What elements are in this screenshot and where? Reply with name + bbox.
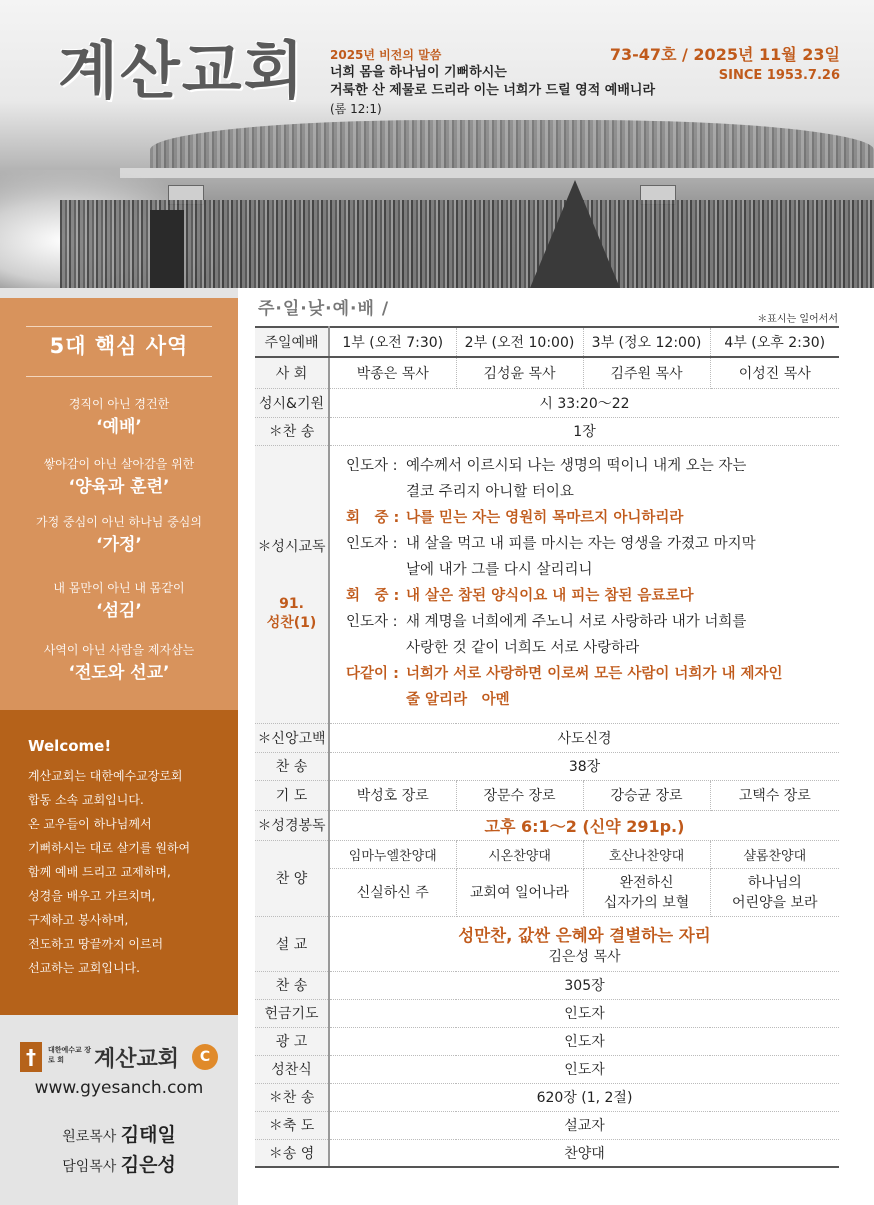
row-label: ＊송 영 [255,1139,329,1167]
row-value: 찬양대 [329,1139,839,1167]
anthem-row [255,868,839,916]
responsive-line: 인도자 : 예수께서 이르시되 나는 생명의 떡이니 내게 오는 자는 [346,458,747,474]
ministry-desc: 경직이 아닌 경건한 [68,397,170,411]
row-label: 주일예배 [255,327,329,357]
logo-denomination: 대한예수교 장 로 회 [48,1046,92,1064]
verse-line-2: 거룩한 산 제물로 드리라 이는 너희가 드릴 영적 예배니라 [330,83,656,98]
responsive-label: ＊성시교독 [257,539,326,555]
sermon-row [255,916,839,971]
issue-date: 73-47호 / 2025년 11월 23일 [609,45,840,64]
vision-title: 2025년 비전의 말씀 [330,48,442,62]
prayer-leader: 장문수 장로 [456,780,583,810]
worship-order-table [255,326,839,1168]
balcony-rail [120,168,874,178]
pastor-title: 원로목사 [62,1129,117,1145]
senior-pastor [0,1150,238,1177]
row-value: 설교자 [329,1111,839,1139]
anthem-title: 하나님의 어린양을 보라 [710,868,839,916]
divider [26,376,212,377]
standing-note: ＊표시는 일어서서 [757,314,838,325]
welcome-title: Welcome! [28,737,112,755]
service-time: 3부 (정오 12:00) [583,327,710,357]
presider: 김주원 목사 [583,357,710,388]
table-row [255,1027,839,1055]
website-link[interactable]: www.gyesanch.com [34,1078,204,1098]
presider: 이성진 목사 [710,357,839,388]
service-time: 1부 (오전 7:30) [329,327,456,357]
choir-names-row [255,840,839,868]
welcome-line: 기뻐하시는 대로 살기를 원하여 [28,841,191,855]
row-label: 광 고 [255,1027,329,1055]
prayer-leader: 고택수 장로 [710,780,839,810]
responsive-text [329,445,839,723]
ministry-title: 5대 핵심 사역 [49,334,189,358]
responsive-line: 다같이 : 너희가 서로 사랑하면 이로써 모든 사람이 너희가 내 제자인 [346,666,783,682]
responsive-line: 회 중 : 내 살은 참된 양식이요 내 피는 참된 음료로다 [346,588,694,604]
table-row [255,971,839,999]
verse-reference: (롬 12:1) [330,102,382,116]
vision-verse [330,64,655,118]
row-value: 38장 [329,752,839,780]
presider: 김성윤 목사 [456,357,583,388]
pastor-title: 담임목사 [62,1159,117,1175]
ministry-desc: 가정 중심이 아닌 하나님 중심의 [36,515,202,529]
table-row [255,1111,839,1139]
row-label: ＊성경봉독 [255,810,329,840]
row-value: 1장 [329,417,839,445]
row-value: 620장 (1, 2절) [329,1083,839,1111]
table-row [255,1083,839,1111]
responsive-reading-row [255,445,839,723]
ministry-name: ‘섬김’ [96,601,142,621]
row-value: 사도신경 [329,723,839,752]
welcome-line: 선교하는 교회입니다. [28,961,140,975]
row-label: 성시&기원 [255,388,329,417]
row-value: 시 33:20～22 [329,388,839,417]
pastor-emeritus [0,1120,238,1147]
row-label: 성찬식 [255,1055,329,1083]
sermon-title: 성만찬, 값싼 은혜와 결별하는 자리 [458,925,711,945]
table-row [255,999,839,1027]
anthem-title: 교회여 일어나라 [456,868,583,916]
responsive-line: 줄 알리라 아멘 [406,692,510,708]
table-row [255,357,839,388]
ministry-name: ‘양육과 훈련’ [68,477,170,497]
welcome-line: 전도하고 땅끝까지 이르러 [28,937,164,951]
ministry-name: ‘예배’ [96,417,142,437]
responsive-line: 사랑한 것 같이 너희도 서로 사랑하라 [406,640,640,656]
responsive-title: 성찬(1) [266,615,317,631]
anthem-title: 신실하신 주 [329,868,456,916]
presider: 박종은 목사 [329,357,456,388]
row-label: 사 회 [255,357,329,388]
row-label: ＊축 도 [255,1111,329,1139]
table-row [255,723,839,752]
sidebar-top-strip [0,288,238,298]
table-row [255,417,839,445]
welcome-text [28,764,228,980]
since-date: SINCE 1953.7.26 [718,68,840,83]
pastor-name: 김태일 [120,1124,176,1146]
responsive-number: 91. [279,596,304,612]
welcome-line: 합동 소속 교회입니다. [28,793,144,807]
service-time: 2부 (오전 10:00) [456,327,583,357]
church-emblem-icon: C [192,1044,218,1070]
responsive-line: 인도자 : 새 계명을 너희에게 주노니 서로 사랑하라 내가 너희를 [346,614,747,630]
verse-line-1: 너희 몸을 하나님이 기뻐하시는 [330,65,507,80]
responsive-line: 인도자 : 내 살을 먹고 내 피를 마시는 자는 영생을 가졌고 마지막 [346,536,756,552]
ministry-desc: 내 몸만이 아닌 내 몸같이 [53,581,185,595]
table-row [255,388,839,417]
ministry-item [0,580,238,623]
cross-icon: † [20,1042,42,1072]
prayer-leader: 강승균 장로 [583,780,710,810]
row-value: 305장 [329,971,839,999]
scripture-reading: 고후 6:1～2 (신약 291p.) [329,810,839,840]
balcony-image [150,120,874,170]
responsive-line: 결코 주리지 아니할 터이요 [406,484,574,500]
choir-name: 임마누엘찬양대 [329,840,456,868]
table-row [255,810,839,840]
pulpit-image [150,210,184,288]
pastor-name: 김은성 [120,1154,176,1176]
christmas-tree-image [530,180,620,288]
ministry-item [0,396,238,439]
service-time: 4부 (오후 2:30) [710,327,839,357]
row-label: ＊신앙고백 [255,723,329,752]
welcome-line: 계산교회는 대한예수교장로회 [28,769,183,783]
section-label: 주·일·낮·예·배 / [258,299,390,319]
row-label: 찬 양 [255,840,329,916]
anthem-title: 완전하신 십자가의 보혈 [583,868,710,916]
table-row [255,1139,839,1167]
choir-name: 호산나찬양대 [583,840,710,868]
table-row [255,780,839,810]
row-label: 설 교 [255,916,329,971]
logo-church-name: 계산교회 [94,1047,180,1072]
church-logo [20,1042,230,1074]
choir-name: 시온찬양대 [456,840,583,868]
welcome-line: 성경을 배우고 가르치며, [28,889,156,903]
choir-name: 샬롬찬양대 [710,840,839,868]
responsive-line: 날에 내가 그를 다시 살리리니 [406,562,593,578]
church-name-title: 계산교회 [58,34,306,107]
row-label: ＊찬 송 [255,1083,329,1111]
sermon-preacher: 김은성 목사 [548,948,621,965]
table-row [255,1055,839,1083]
row-value: 인도자 [329,1055,839,1083]
welcome-line: 함께 예배 드리고 교제하며, [28,865,171,879]
divider [26,326,212,327]
ministry-item [0,514,238,557]
row-label: ＊찬 송 [255,417,329,445]
ministry-desc: 사역이 아닌 사람을 제자삼는 [43,643,195,657]
row-label [255,445,329,723]
row-label: 찬 송 [255,752,329,780]
table-header-row [255,327,839,357]
welcome-line: 온 교우들이 하나님께서 [28,817,152,831]
welcome-line: 구제하고 봉사하며, [28,913,129,927]
ministry-name: ‘전도와 선교’ [68,663,170,683]
ministry-desc: 쌓아감이 아닌 살아감을 위한 [43,457,195,471]
row-label: 찬 송 [255,971,329,999]
row-label: 기 도 [255,780,329,810]
row-value: 인도자 [329,999,839,1027]
row-value: 인도자 [329,1027,839,1055]
prayer-leader: 박성호 장로 [329,780,456,810]
row-label: 헌금기도 [255,999,329,1027]
sermon [329,916,839,971]
ministry-name: ‘가정’ [96,535,142,555]
ministry-item [0,642,238,685]
table-row [255,752,839,780]
responsive-line: 회 중 : 나를 믿는 자는 영원히 목마르지 아니하리라 [346,510,684,526]
ministry-item [0,456,238,499]
